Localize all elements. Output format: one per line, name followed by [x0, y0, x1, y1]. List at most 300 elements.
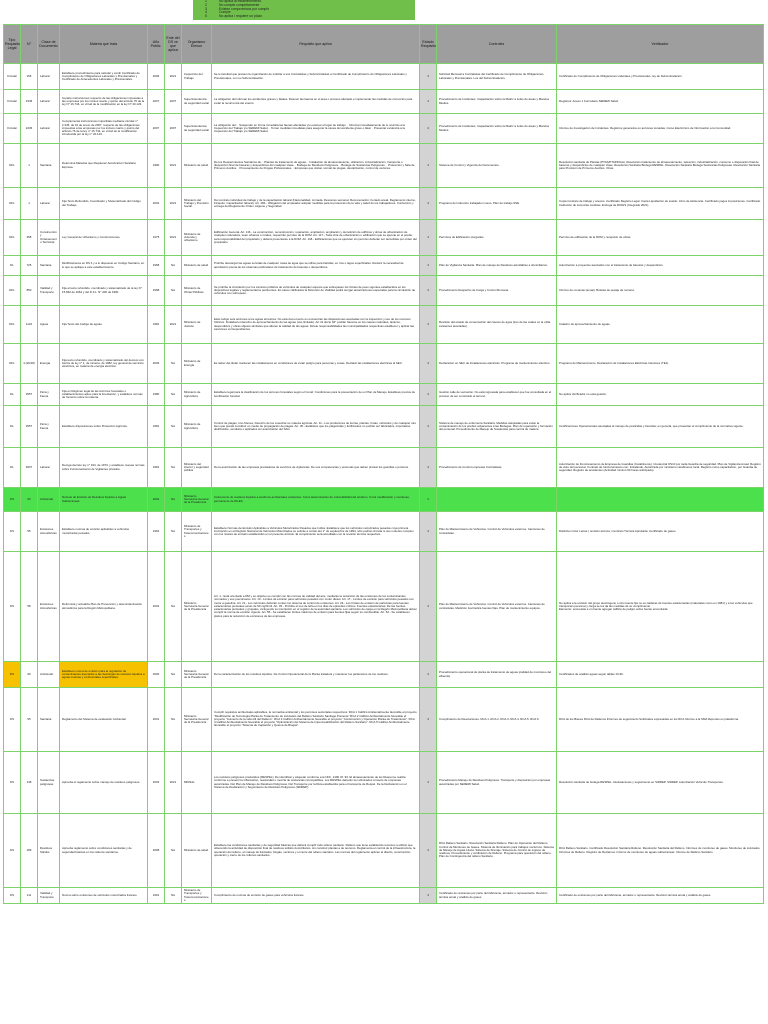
cell-controls: [437, 90, 557, 114]
table-row: [4, 220, 764, 256]
cell-year-text: 2006: [152, 360, 160, 365]
cell-year-text: 2004: [152, 603, 160, 608]
legend-number: 4: [205, 10, 207, 15]
cell-verifier: [557, 256, 764, 276]
cell-type-text: DFL: [9, 200, 15, 205]
cell-class: [38, 144, 60, 188]
cell-verifier: [557, 814, 764, 888]
cell-number-text: 3557: [25, 423, 33, 428]
cell-class: [38, 64, 60, 90]
cell-verifier: [557, 488, 764, 512]
cell-number: [21, 90, 38, 114]
legend-text: No aplica / requiere un plazo: [219, 14, 263, 19]
cell-year: [148, 114, 165, 144]
cell-type-text: DS: [9, 779, 14, 784]
table-row: [4, 144, 764, 188]
cell-status: [420, 448, 437, 488]
cell-year-text: 2006: [152, 73, 160, 78]
cell-status: [420, 512, 437, 552]
cell-status-text: 4: [427, 360, 429, 365]
cell-class-text: Laboral: [40, 73, 50, 78]
cell-applies-text: NA: [170, 892, 175, 897]
cell-number: [21, 512, 38, 552]
cell-verifier-text: Resolución sanitaria de bodega RESPEL. Declaraciones y seguimiento en SIDREP. SIDREP. Autorización Vehículo Transportes.: [559, 779, 724, 784]
cell-year: [148, 688, 165, 752]
cell-class-text: Vialidad y Transporte: [40, 891, 54, 899]
cell-verifier: [557, 114, 764, 144]
cell-type: [4, 276, 21, 306]
cell-type-text: DL: [10, 464, 14, 469]
cell-class-text: Emisiones Atmosféricas: [40, 602, 57, 610]
cell-requirement-text: Art. 1.- Está orientado a RM y su objetivo es cumplir con las normas de calidad del aire, mediante la reducción de las emisiones de los contaminantes normados y sus precursores. Art. 13.- Límites de emisión para vehículos pesados con motor diésel. Art. 17.- Límites de emisión para vehículos pesados con motor a gasolina. Art. 21.- Los vehículos deberán contar con sistema de control de emisiones. Art. 24.- Los límites de emisión de partículas para fuentes estacionarias puntuales serán de 50 mg/Nm3. Art. 45.- Prohíbe el uso de leña en los días de episodios críticos. Fuentes estacionarias: De las fuentes estacionarias puntuales y grupales, incluyendo su inscripción en el registro de la autoridad sanitaria. Los vehículos de carga en la Región Metropolitana deben cumplir la norma de emisión vigente. Art. 55.- Se establecen límites máximos de emisión para fuentes fijas según su combustible. Art. 62.- Se establecen plazos para la reducción de emisiones de las empresas.: [214, 593, 417, 618]
cell-number: [21, 888, 38, 904]
cell-class: [38, 688, 60, 752]
cell-applies: [165, 90, 182, 114]
cell-status: [420, 888, 437, 904]
cell-controls-text: Procedimiento de Incidentes. Capacitación sobre la Matriz a Jefes de áreas y Mandos Medios.: [439, 124, 550, 132]
cell-class-text: Ambiental: [40, 671, 53, 676]
cell-type-text: DS: [9, 528, 14, 533]
cell-controls-text: Certificado de revisiones por parte del fabricante, armador o representante. Revisión técnica anual y análisis de gases.: [439, 891, 548, 899]
cell-number: [21, 220, 38, 256]
cell-type-text: DFL: [9, 162, 15, 167]
cell-issuer: [182, 276, 212, 306]
cell-year: [148, 552, 165, 662]
cell-type: [4, 552, 21, 662]
cell-status: [420, 188, 437, 220]
cell-type-text: DL: [10, 391, 14, 396]
cell-year: [148, 888, 165, 904]
cell-year-text: 1975: [152, 234, 160, 239]
cell-number-text: 165: [26, 73, 32, 78]
cell-verifier-text: No aplica a la emisión del grupo electrógeno o sino fuente fija no es calderas de fuentes estacionarias (materiales como en 1981) y a los vehículos que transportan personal y carga se les da las medidas de su cumplimiento.: [559, 600, 753, 608]
cell-year-text: 1968: [152, 262, 160, 267]
cell-number-text: 725: [26, 262, 32, 267]
cell-requirement-text: Cumplimiento de normas de emisión de gases para vehículos livianos.: [214, 892, 305, 897]
cell-subject-text: Imparte instrucciones respecto de las obligaciones impuestas a las empresas por los incisos cuarto y quinto del artículo 76 de la ley N° 16.744, en virtud de la modificación en la ley N° 20.123.: [62, 95, 145, 107]
cell-class: [38, 752, 60, 814]
cell-controls: [437, 662, 557, 688]
cell-type: [4, 814, 21, 888]
legend-text: Existen compromisos por cumplir: [219, 6, 269, 11]
cell-controls: [437, 144, 557, 188]
cell-number-text: 111: [26, 892, 32, 897]
cell-type: [4, 344, 21, 384]
cell-subject-text: Fija en Régimen legal de las términos forestales o establecimientos aptos para la forestación, y establece normas de fomento sobre la materia.: [62, 388, 143, 400]
cell-status-text: 4: [427, 423, 429, 428]
cell-issuer: [182, 384, 212, 406]
cell-subject: [60, 256, 148, 276]
cell-subject: [60, 662, 148, 688]
cell-controls-text: Revisión del estado de conservación del cauces de agua (tres de las cuales en la orilla existentes asociadas).: [439, 320, 551, 328]
cell-requirement: [212, 662, 420, 688]
cell-status-text: 4: [427, 287, 429, 292]
cell-applies: [165, 512, 182, 552]
cell-type: [4, 256, 21, 276]
cell-requirement: [212, 512, 420, 552]
cell-number-text: 850: [26, 287, 32, 292]
cell-issuer: [182, 448, 212, 488]
cell-year-text: 1981: [152, 464, 160, 469]
legend-text: No aplica al establecimiento: [219, 0, 262, 3]
cell-applies-text: 2007: [169, 98, 177, 103]
cell-subject: [60, 306, 148, 344]
cell-verifier: [557, 64, 764, 90]
cell-controls-text: RCA Relleno Sanitario. Resolución Sanitaria Relleno. Plan de Operación del Relleno. Control de Monitoreo de Gases. Sistema de Iluminación para trabajos nocturnos. Sistema de Manejo de Aguas Lluvia. Sistema de Drenaje. Sistema de Control de ingreso de residuos. Procedimiento y verificación de Relleno. Programa para operación del relleno. Plan de Contingencia del relleno Sanitario.: [439, 841, 554, 859]
cell-controls: [437, 256, 557, 276]
cell-type-text: DS: [9, 716, 14, 721]
cell-issuer-text: Ministerio de Transportes y Telecomunicaciones: [184, 523, 209, 538]
cell-status-text: 4: [427, 603, 429, 608]
cell-type-text: DFL: [9, 321, 15, 326]
cell-number: [21, 448, 38, 488]
cell-status-text: 4: [427, 671, 429, 676]
cell-requirement-text: Instrumento de residuos líquidos a acuíferos ambientales existentes. Corra determinación de vulnerabilidad del acuífero. Corra modificación y monitoreo permanente de RILES.: [214, 495, 410, 503]
cell-controls: [437, 888, 557, 904]
cell-number-text: 3607: [25, 464, 33, 469]
column-header: Clase de Documento: [38, 25, 60, 64]
cell-verifier-text: Resolución sanitaria de Plantas (PTAS/PTAP/DGA). Resolución tratamiento de almacenamiento, selección, industrialización, consumo o disposición final de basuras y desperdicios de cualquier clase. Resolución Sanitaria Bodega RESPEL. Resolución Sanitaria Bodega Sustancias Peligrosas. Resolución Sanitaria para Provisión de Primeros Auxilios. Otras.: [559, 159, 761, 171]
cell-controls-text: Plan de Mantenimiento de Vehículos. Control de Vehículos externos. Camiones de contratistas. Medición Isocinética fuentes fijas. Plan de mantenimiento equipos.: [439, 602, 545, 610]
cell-requirement: [212, 552, 420, 662]
table-row: [4, 306, 764, 344]
cell-subject-text: Fija texto refundido, coordinado y sistematizado del decreto con fuerza de ley n° 1, de minería, de 1982, ley general de servicios eléctricos, en materia de energía eléctrica.: [62, 357, 144, 369]
cell-year-text: 1980: [152, 391, 160, 396]
cell-number: [21, 552, 38, 662]
cell-subject: [60, 384, 148, 406]
cell-verifier-text: Distintivo Color Letras ( revisión técnica ) Contrato Técnica Aprobada. Certificado de gases.: [559, 528, 677, 533]
cell-year: [148, 64, 165, 90]
cell-year-text: 2007: [152, 98, 160, 103]
cell-year: [148, 512, 165, 552]
cell-class: [38, 114, 60, 144]
cell-type-text: Circular: [7, 98, 17, 103]
cell-class-text: Ambiental: [40, 496, 53, 501]
cell-type: [4, 448, 21, 488]
cell-number: [21, 344, 38, 384]
cell-issuer-text: Ministerio de salud: [184, 847, 209, 852]
cell-year: [148, 344, 165, 384]
cell-requirement: [212, 306, 420, 344]
legend-number: 3: [205, 6, 207, 11]
cell-controls: [437, 114, 557, 144]
cell-subject-text: Ley General de Urbanismo y Construcciones.: [62, 234, 121, 239]
cell-number-text: 3557: [25, 391, 33, 396]
cell-applies: [165, 344, 182, 384]
table-row: [4, 384, 764, 406]
cell-controls: [437, 814, 557, 888]
cell-applies: [165, 114, 182, 144]
cell-controls: [437, 220, 557, 256]
cell-controls-text: Procedimiento Despacho de Carga y Control Romana.: [439, 287, 509, 292]
table-row: [4, 114, 764, 144]
cell-requirement: [212, 888, 420, 904]
cell-requirement: [212, 384, 420, 406]
cell-year: [148, 752, 165, 814]
cell-number: [21, 688, 38, 752]
cell-applies: [165, 488, 182, 512]
cell-number: [21, 306, 38, 344]
cell-subject: [60, 552, 148, 662]
cell-issuer-text: Ministerio Secretaría General de la Presidencia: [184, 600, 209, 612]
cell-requirement: [212, 144, 420, 188]
cell-type-text: DS: [9, 496, 14, 501]
cell-verifier: [557, 406, 764, 448]
cell-issuer: [182, 64, 212, 90]
cell-controls: [437, 552, 557, 662]
cell-status: [420, 662, 437, 688]
cell-verifier-text: Informe de romanas (anual). Boletas de pesaje de romana.: [559, 287, 635, 292]
cell-verifier-text: Autorización de Funcionamiento de Empresa de Guardias (Carabineros). Credencial OS10 por cada Guardia de seguridad. Plan de Vigilancia Anual. Registro de visto del personal. Contrato de funcionamiento con: Instalando, Autorizada por ministerio carabineros local. Registro curso capacitación, por Guardia de seguridad. Registro de accidentes (Actividad mínimo 90 horas anticipado).: [559, 461, 761, 473]
cell-status-text: 4: [427, 262, 429, 267]
cell-subject: [60, 90, 148, 114]
column-header: Organismo Emisor: [182, 25, 212, 64]
legend-number: 2: [205, 2, 207, 7]
cell-class-text: Construcción y Ordenamiento Territorial: [40, 229, 57, 244]
cell-year-text: 1981: [152, 423, 160, 428]
cell-status-text: 4: [427, 162, 429, 167]
cell-class-text: Emisiones Atmosféricas: [40, 527, 57, 535]
cell-requirement-text: De la autorización de las empresas prestadoras de servicios de vigilancias. De sus competencias y personas que deben prestar los guardias o porteros.: [214, 464, 409, 469]
cell-type: [4, 752, 21, 814]
cell-requirement-text: Del contrato individual de trabajo y de la capacitación laboral (Nacionalidad, Jornada, Descanso semanal, Remuneración, Feriado anual, Reglamento interno, Finiquito, Capacitación laboral). Art. 184.- Obligación del empleador adoptar medidas para la protección de la vida y salud de los trabajadores. Confección y entrega del Reglamento Orden, Higiene y Seguridad.: [214, 197, 416, 209]
cell-requirement: [212, 188, 420, 220]
cell-year-text: 2003: [152, 779, 160, 784]
cell-requirement: [212, 814, 420, 888]
cell-controls: [437, 448, 557, 488]
cell-controls-text: Sistema de manejo de enfermería Sanitaria. Medidas adoptadas para evitar la contaminación de los predios adyacentes a las Bodegas. Plan de reparación y formación del personal. Procedimiento de Manejo de Sustancias para control de maleza.: [439, 420, 553, 432]
cell-status-text: 4: [427, 464, 429, 469]
cell-controls: [437, 512, 557, 552]
cell-subject-text: Reglamento del Sistema de evaluación Ambiental.: [62, 716, 127, 721]
column-header: Año Public.: [148, 25, 165, 64]
cell-status: [420, 276, 437, 306]
cell-type: [4, 306, 21, 344]
cell-class-text: Residuos Sólidos: [40, 846, 53, 854]
cell-number: [21, 188, 38, 220]
table-row: [4, 448, 764, 488]
cell-requirement-text: Edificación General. Art. 116.- La construcción, reconstrucción, reparación, ampliación, ampliación y demolición de edificios y obras de urbanización de cualquier naturaleza, sean urbanas o rurales, requerirán permiso de la DOM. Art. 117.- Toda obra de urbanización o edificación que se ejecute en el predio, será responsabilidad del propietario y deberá presentarse a la DOM. Art. 118.- Edificaciones que se ejecuten sin permiso deberán ser demolidas por orden del propietario.: [214, 229, 417, 244]
cell-number-text: 58: [27, 603, 31, 608]
cell-applies-text: 2021: [169, 200, 177, 205]
cell-type: [4, 90, 21, 114]
cell-verifier-text: No aplica Verificador no está gestión.: [559, 391, 607, 396]
cell-status: [420, 488, 437, 512]
column-header: Verificador: [557, 25, 764, 64]
cell-number: [21, 144, 38, 188]
cell-number: [21, 114, 38, 144]
cell-year-text: 1998: [152, 287, 160, 292]
legend-row: [193, 15, 415, 19]
cell-issuer: [182, 256, 212, 276]
cell-year: [148, 488, 165, 512]
cell-controls-text: Programa de Inducción trabajador nuevo. Plan de trabajo SSE.: [439, 200, 520, 205]
cell-applies: [165, 662, 182, 688]
cell-type: [4, 384, 21, 406]
cell-year: [148, 662, 165, 688]
cell-applies-text: 2021: [169, 234, 177, 239]
cell-type-text: DL: [10, 423, 14, 428]
column-header: Materia que trata: [60, 25, 148, 64]
cell-year-text: 1994: [152, 528, 160, 533]
cell-subject: [60, 276, 148, 306]
legend-number: 1: [205, 0, 207, 3]
cell-class: [38, 90, 60, 114]
cell-requirement: [212, 688, 420, 752]
cell-status-text: 4: [427, 125, 429, 130]
cell-controls-text: Declaración en SEC de Instalaciones eléctricas. Programa de mantenimiento eléctrico.: [439, 360, 551, 365]
cell-number-text: 95: [27, 716, 31, 721]
cell-verifier-text: Catastro de aprovechamiento de aguas.: [559, 321, 611, 326]
cell-type-text: DFL: [9, 287, 15, 292]
cell-class-text: Laboral: [40, 464, 50, 469]
cell-year: [148, 306, 165, 344]
cell-type: [4, 144, 21, 188]
cell-type-text: DS: [9, 847, 14, 852]
cell-requirement: [212, 220, 420, 256]
cell-year: [148, 90, 165, 114]
cell-number-text: 458: [26, 234, 32, 239]
cell-subject: [60, 406, 148, 448]
cell-year: [148, 144, 165, 188]
cell-applies-text: NA: [170, 464, 175, 469]
cell-controls-text: Procedimiento operacional de planta de tratamiento de aguas (calidad de monitoreo del efluente).: [439, 670, 552, 678]
cell-applies-text: NA: [170, 671, 175, 676]
cell-subject: [60, 114, 148, 144]
cell-applies: [165, 220, 182, 256]
cell-year: [148, 276, 165, 306]
cell-applies-text: NA: [170, 360, 175, 365]
cell-status-text: 4: [427, 716, 429, 721]
cell-class-text: Laboral: [40, 200, 50, 205]
cell-requirement: [212, 448, 420, 488]
column-header: Estado Requisito: [420, 25, 437, 64]
cell-issuer-text: Ministerio Secretaría General de la Presidencia: [184, 668, 209, 680]
cell-controls: [437, 276, 557, 306]
cell-subject-text: Norma sobre emisiones de vehículos motorizados livianos.: [62, 892, 138, 897]
cell-applies-text: NA: [170, 287, 175, 292]
cell-year-text: 2008: [152, 847, 160, 852]
cell-verifier-text: RCA Relleno Sanitario. Certificado Resolución Sanitaria Relleno. Resolución Sanitaria del Relleno. Informes de monitoreo de gases. Monitoreo de Lixiviados. Informes de Relleno. Registro de Reclamos. Informe de monitoreo de aguas subterráneas. Informe de Relleno Sanitario.: [559, 846, 761, 854]
cell-applies: [165, 448, 182, 488]
cell-controls-text: Permisos de Edificación otorgados.: [439, 234, 485, 239]
cell-type: [4, 512, 21, 552]
cell-year: [148, 448, 165, 488]
table-row: [4, 512, 764, 552]
cell-requirement-text: La obligación del informar los accidentes graves y fatales. Detener las faenas en el área o proceso afectado e implementar las medidas de corrección para evitar la recurrencia del evento.: [214, 97, 413, 105]
cell-controls: [437, 188, 557, 220]
cell-class: [38, 384, 60, 406]
cell-class-text: Sanitaria: [40, 262, 52, 267]
table-row: [4, 662, 764, 688]
cell-status: [420, 814, 437, 888]
cell-issuer-text: Ministerio de salud: [184, 162, 209, 167]
cell-class: [38, 276, 60, 306]
cell-applies: [165, 64, 182, 90]
cell-applies-text: NA: [170, 603, 175, 608]
cell-verifier: [557, 144, 764, 188]
legend-box: [193, 0, 415, 20]
cell-class-text: Energía: [40, 360, 51, 365]
cell-issuer: [182, 144, 212, 188]
cell-issuer: [182, 512, 212, 552]
cell-verifier-text: RCA de los Bienes RCA de Rellenos Informes de seguimiento Solicitudes expresadas en los RCA Informe a la SMA Reportes en plataforma.: [559, 716, 739, 721]
cell-number-text: 93: [27, 496, 31, 501]
cell-issuer: [182, 814, 212, 888]
cell-subject: [60, 64, 148, 90]
cell-class-text: Vialidad y Transporte: [40, 286, 54, 294]
cell-subject-text: Determina Materias que Requieren Autorización Sanitaria Expresa.: [62, 161, 136, 169]
cell-issuer-text: Ministerio Secretaría General de la Presidencia: [184, 493, 209, 505]
cell-subject: [60, 752, 148, 814]
cell-issuer-text: Superintendencia de seguridad social: [184, 124, 209, 132]
cell-controls-text: Plan de Mantenimiento de Vehículos. Control de Vehículos externos. Camiones de contratistas.: [439, 527, 545, 535]
cell-type-text: DFL: [9, 360, 15, 365]
cell-status-text: 4: [427, 73, 429, 78]
cell-requirement-text: Establece legal para la clasificación de los terrenos forestales según el Conaf. Condiciones para la presentación de un Plan de Manejo. Establece precios de bonificación forestal.: [214, 390, 416, 398]
cell-requirement-text: De los Requerimientos Sanitarios de: · Plantas de tratamiento de aguas. · Instalación de almacenamiento, utilización, industrialización, transporte o disposición final de basuras y desperdicios del cualquier clase. · Bodega de Residuos Peligrosos. · Bodega de Sustancias Peligrosas. · Protección y Sala de Primeros Auxilios. · Procesamiento de Drogas Profesionales. · Empresas que visitan normal de ptogas, desratización, control de vectores.: [214, 159, 415, 171]
cell-class-text: Laboral: [40, 125, 50, 130]
cell-requirement-text: Se le facultad que presten la organización de solicitar a sus Contratistas y Subcontratistas el Certificado de Cumplimiento de Obligaciones Laborales y Previsionales, con su Subcontratación.: [214, 72, 407, 80]
cell-subject-text: Establece disposiciones sobre Protección Agrícola.: [62, 423, 128, 428]
cell-status: [420, 344, 437, 384]
cell-controls: [437, 488, 557, 512]
cell-subject-text: Establece procedimiento para calcular y emitir Certificado de Cumplimiento de Obligaciones Laborales y Previsionales y Certificado de Antecedentes Laborales y Previsionales.: [62, 70, 140, 82]
cell-verifier: [557, 90, 764, 114]
table-body: [4, 64, 764, 904]
cell-subject: [60, 688, 148, 752]
cell-verifier: [557, 344, 764, 384]
cell-verifier: [557, 384, 764, 406]
cell-number-text: 4 (20/18): [23, 360, 35, 365]
cell-status-text: 4: [427, 892, 429, 897]
cell-issuer: [182, 188, 212, 220]
cell-controls-text: Sistema de Control y Vigencia de Documentos.: [439, 162, 500, 167]
column-header: Ente del DS ve que aplica: [165, 25, 182, 64]
cell-status: [420, 306, 437, 344]
cell-class-text: Laboral: [40, 98, 50, 103]
cell-class-text: Aguas: [40, 321, 49, 326]
cell-type-text: DS: [9, 892, 14, 897]
cell-subject-text: Normas de Emisión de Residuos líquidos a Aguas Subterráneas.: [62, 495, 127, 503]
column-header: Controles: [437, 25, 557, 64]
cell-type: [4, 888, 21, 904]
cell-class: [38, 188, 60, 220]
cell-issuer: [182, 90, 212, 114]
table-row: [4, 752, 764, 814]
cell-type: [4, 188, 21, 220]
cell-class: [38, 662, 60, 688]
cell-applies-text: NA: [170, 262, 175, 267]
legend-text: No cumple completamente: [219, 2, 260, 7]
cell-applies-text: 2021: [169, 73, 177, 78]
cell-controls: [437, 64, 557, 90]
cell-type-text: DL: [10, 262, 14, 267]
cell-year: [148, 384, 165, 406]
cell-class: [38, 552, 60, 662]
cell-issuer-text: Ministerio de salud: [184, 262, 209, 267]
cell-subject-text: Reformula y actualiza Plan de Prevención y descontaminación atmosférica para la Región Metropolitana.: [62, 602, 143, 610]
cell-class: [38, 448, 60, 488]
cell-verifier: [557, 552, 764, 662]
cell-requirement: [212, 256, 420, 276]
cell-status: [420, 256, 437, 276]
cell-status: [420, 384, 437, 406]
cell-applies-text: 2007: [169, 125, 177, 130]
cell-number: [21, 406, 38, 448]
cell-year-text: 2007: [152, 125, 160, 130]
cell-subject-text: Aprueba reglamento sobre condiciones sanitarias y de seguridad básicas en los rellenos sanitarios.: [62, 846, 132, 854]
